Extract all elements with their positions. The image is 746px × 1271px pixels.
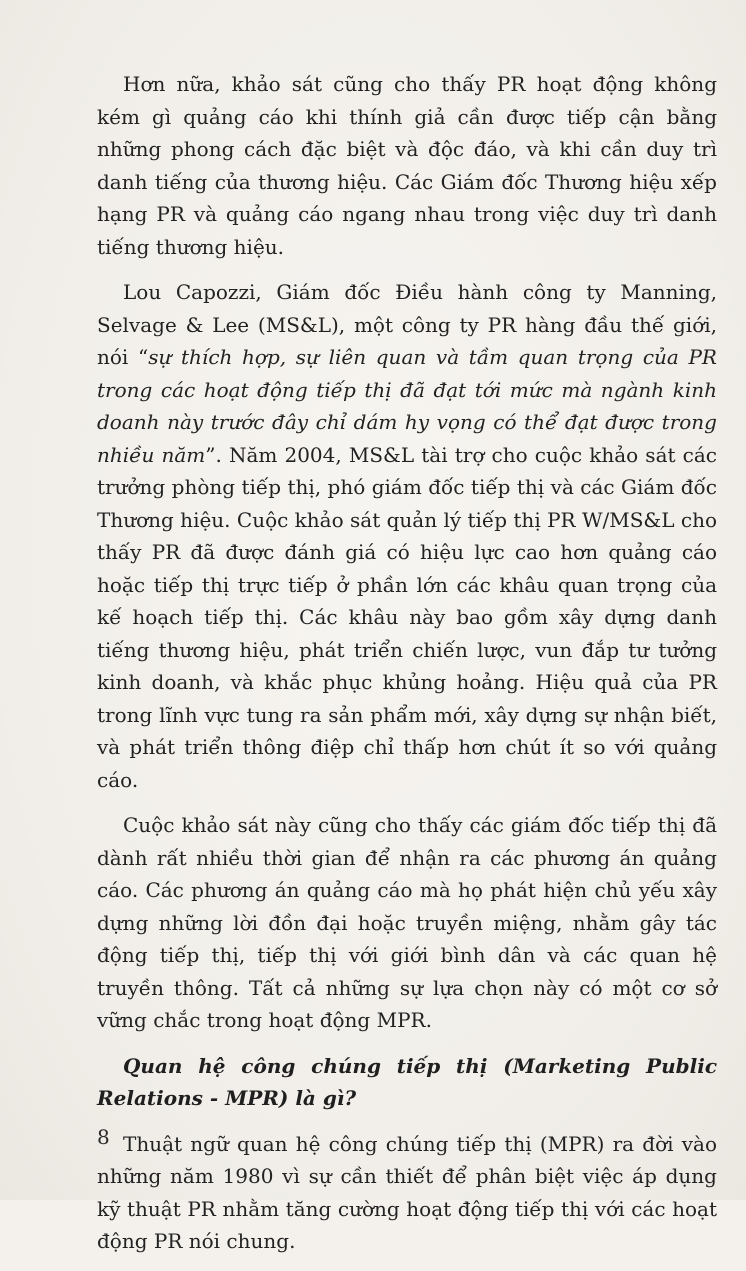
quote-intro: Lou Capozzi, Giám đốc Điều hành công ty Manning, Selvage & Lee (MS&L), một công ty PR hàng đầu thế giới, nói “	[97, 280, 717, 369]
paragraph-survey-results: Hơn nữa, khảo sát cũng cho thấy PR hoạt động không kém gì quảng cáo khi thính giả cần được tiếp cận bằng những phong cách đặc biệt và độc đáo, và khi cần duy trì danh tiếng của thương hiệu. Các Giám đốc Thương hiệu xếp hạng PR và quảng cáo ngang nhau trong việc duy trì danh tiếng thương hiệu.	[97, 72, 717, 259]
section-heading-mpr: Quan hệ công chúng tiếp thị (Marketing Public Relations - MPR) là gì?	[97, 1053, 717, 1110]
page-number: 8	[97, 1125, 110, 1149]
quote-continuation: ”. Năm 2004, MS&L tài trợ cho cuộc khảo sát các trưởng phòng tiếp thị, phó giám đốc tiếp thị và các Giám đốc Thương hiệu. Cuộc khảo sát quản lý tiếp thị PR W/MS&L cho thấy PR đã được đánh giá có hiệu lực cao hơn quảng cáo hoặc tiếp thị trực tiếp ở phần lớn các khâu quan trọng của kế hoạch tiếp thị. Các khâu này bao gồm xây dựng danh tiếng thương hiệu, phát triển chiến lược, vun đắp tư tưởng kinh doanh, và khắc phục khủng hoảng. Hiệu quả của PR trong lĩnh vực tung ra sản phẩm mới, xây dựng sự nhận biết, và phát triển thông điệp chỉ thấp hơn chút ít so với quảng cáo.	[97, 442, 717, 792]
paragraph-capozzi-quote	[97, 276, 717, 796]
paragraph-mpr-definition: Thuật ngữ quan hệ công chúng tiếp thị (MPR) ra đời vào những năm 1980 vì sự cần thiết để phân biệt việc áp dụng kỹ thuật PR nhằm tăng cường hoạt động tiếp thị với các hoạt động PR nói chung.	[97, 1131, 717, 1253]
paragraph-marketing-directors: Cuộc khảo sát này cũng cho thấy các giám đốc tiếp thị đã dành rất nhiều thời gian để nhận ra các phương án quảng cáo. Các phương án quảng cáo mà họ phát hiện chủ yếu xây dựng những lời đồn đại hoặc truyền miệng, nhằm gây tác động tiếp thị, tiếp thị với giới bình dân và các quan hệ truyền thông. Tất cả những sự lựa chọn này có một cơ sở vững chắc trong hoạt động MPR.	[97, 813, 717, 1032]
italic-quote: sự thích hợp, sự liên quan và tầm quan trọng của PR trong các hoạt động tiếp thị đã đạt tới mức mà ngành kinh doanh này trước đây chỉ dám hy vọng có thể đạt được trong nhiều năm	[97, 345, 717, 467]
body-text	[97, 68, 717, 1271]
